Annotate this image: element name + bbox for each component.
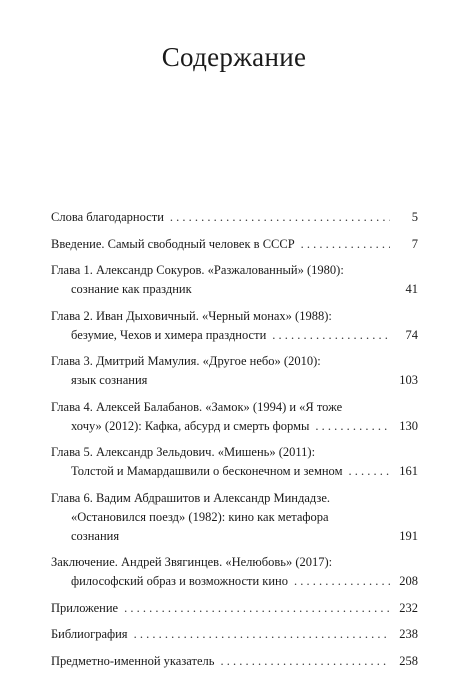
toc-entry-line: [51, 652, 418, 671]
toc-entry-line: [51, 527, 418, 546]
page-number: 238: [399, 627, 418, 641]
toc-entry-text: Приложение: [51, 600, 119, 615]
page-number: 7: [411, 236, 418, 251]
toc-entry-text: сознания: [71, 528, 120, 543]
toc-entry: [51, 352, 418, 390]
page-number: 191: [399, 528, 418, 543]
toc-entry-text: Глава 6. Вадим Абдрашитов и Александр Миндадзе.: [51, 490, 331, 505]
toc-entry-text: философский образ и возможности кино: [71, 574, 288, 588]
toc-entry-line: [51, 462, 418, 481]
toc-entry: [51, 261, 418, 299]
toc-entry: [51, 599, 418, 618]
toc-entry-line: [51, 326, 418, 345]
toc-entry-line: [51, 553, 418, 572]
dot-leader: [170, 208, 390, 227]
toc-entry-text: Толстой и Мамардашвили о бесконечном и земном: [71, 464, 343, 478]
toc-entry: [51, 443, 418, 481]
toc-entry-text: Глава 4. Алексей Балабанов. «Замок» (1994) и «Я тоже: [51, 399, 343, 414]
toc-entry-line: [51, 307, 418, 326]
toc-entry-line: [51, 599, 418, 618]
toc-entry-line: [51, 489, 418, 508]
dot-leader: [124, 599, 390, 618]
toc-entry-line: [51, 443, 418, 462]
dot-leader: [315, 417, 390, 436]
toc-entry: [51, 398, 418, 436]
page-number: 232: [399, 600, 418, 615]
toc-entry-text: Глава 2. Иван Дыховичный. «Черный монах» (1988):: [51, 308, 332, 323]
page-number: 130: [399, 418, 418, 433]
toc-entry-line: [51, 261, 418, 280]
toc-entry-text: Глава 1. Александр Сокуров. «Разжалованный» (1980):: [51, 263, 344, 277]
dot-leader: [294, 572, 390, 591]
toc-entry-text: безумие, Чехов и химера праздности: [71, 327, 267, 342]
page-number: 258: [399, 653, 418, 668]
dot-leader: [348, 462, 390, 481]
dot-leader: [134, 625, 390, 644]
toc-entry-line: [51, 208, 418, 227]
toc-entry-line: [51, 417, 418, 436]
page-number: 161: [399, 464, 418, 478]
toc-entry-text: Глава 5. Александр Зельдович. «Мишень» (2011):: [51, 445, 316, 459]
toc-entry: [51, 489, 418, 546]
toc-entry: [51, 553, 418, 591]
toc-entry-line: [51, 398, 418, 417]
dot-leader: [272, 326, 390, 345]
toc-entry-text: Библиография: [51, 627, 128, 641]
page-number: 74: [405, 327, 418, 342]
page-number: 208: [399, 574, 418, 588]
page-number: 5: [411, 210, 418, 224]
toc-entry-text: Предметно-именной указатель: [51, 653, 215, 668]
page-number: 41: [405, 282, 418, 296]
page-title: Содержание: [161, 42, 307, 72]
toc-entry-line: [51, 572, 418, 591]
toc-entry: [51, 307, 418, 345]
table-of-contents: [51, 208, 418, 678]
toc-entry-text: «Остановился поезд» (1982): кино как метафора: [71, 509, 329, 524]
toc-entry-text: Глава 3. Дмитрий Мамулия. «Другое небо» (2010):: [51, 354, 321, 368]
dot-leader: [301, 235, 390, 254]
toc-entry-text: Заключение. Андрей Звягинцев. «Нелюбовь» (2017):: [51, 555, 333, 569]
toc-entry-text: хочу» (2012): Кафка, абсурд и смерть формы: [71, 418, 310, 433]
toc-entry-line: [51, 235, 418, 254]
toc-entry-line: [51, 352, 418, 371]
toc-entry-line: [51, 280, 418, 299]
toc-entry-text: Слова благодарности: [51, 210, 164, 224]
toc-entry-line: [51, 371, 418, 390]
toc-entry-line: [51, 508, 418, 527]
toc-entry: [51, 625, 418, 644]
toc-entry: [51, 208, 418, 227]
toc-entry: [51, 652, 418, 671]
toc-entry: [51, 235, 418, 254]
dot-leader: [220, 652, 390, 671]
toc-entry-text: язык сознания: [71, 373, 148, 387]
page-number: 103: [399, 373, 418, 387]
toc-entry-text: сознание как праздник: [71, 282, 192, 296]
toc-entry-line: [51, 625, 418, 644]
toc-entry-text: Введение. Самый свободный человек в СССР: [51, 236, 295, 251]
